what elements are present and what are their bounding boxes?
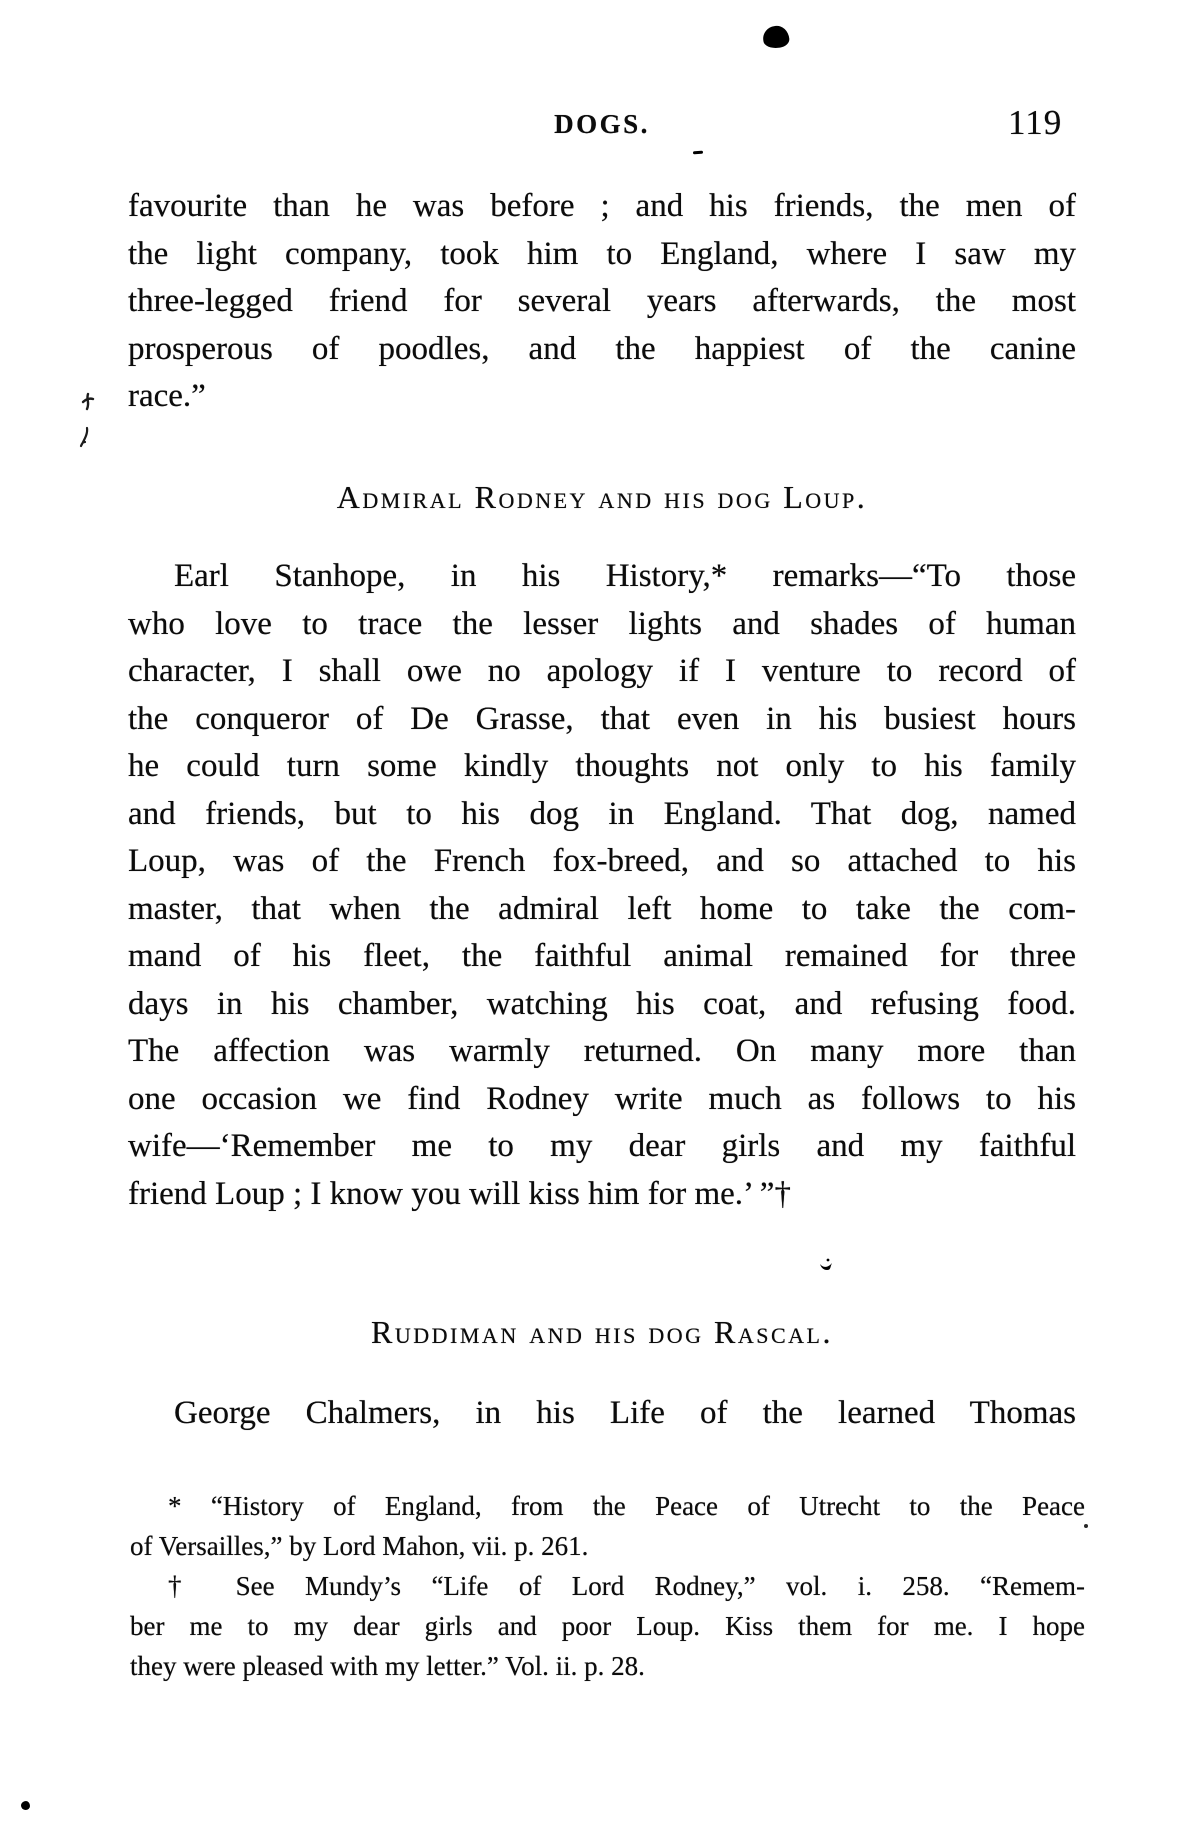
text-line: favourite than he was before ; and his friends, the men of [128, 188, 1076, 224]
section-heading-rodney: Admiral Rodney and his dog Loup. [336, 479, 868, 515]
text-line: and friends, but to his dog in England. That dog, named [128, 795, 1076, 832]
text-line: The affection was warmly returned. On many more than [128, 1033, 1076, 1069]
text-line: * “History of England, from the Peace of Utrecht to the Peace [168, 1491, 1085, 1521]
footnotes [130, 1486, 1085, 1686]
footnote-life-of-lord-rodney [130, 1566, 1085, 1686]
text-line: he could turn some kindly thoughts not only to his family [128, 748, 1076, 784]
pencil-margin-marks [74, 390, 104, 454]
text-line: who love to trace the lesser lights and shades of human [128, 605, 1076, 642]
section-heading-ruddiman: Ruddiman and his dog Rascal. [371, 1314, 833, 1350]
text-line: three-legged friend for several years afterwards, the most [128, 283, 1076, 319]
ink-speck-mark [818, 1256, 836, 1274]
text-line: mand of his fleet, the faithful animal remained for three [128, 938, 1076, 974]
text-line: of Versailles,” by Lord Mahon, vii. p. 261. [130, 1531, 589, 1561]
text-line: wife—‘Remember me to my dear girls and my faithful [128, 1128, 1076, 1164]
rodney-paragraph [128, 553, 1076, 1218]
intro-paragraph [128, 183, 1076, 421]
text-line: one occasion we find Rodney write much as follows to his [128, 1080, 1076, 1117]
text-line: they were pleased with my letter.” Vol. ii. p. 28. [130, 1651, 645, 1681]
ink-blob-mark [762, 24, 790, 49]
text-line: the light company, took him to England, where I saw my [128, 235, 1076, 272]
text-line: † See Mundy’s “Life of Lord Rodney,” vol. i. 258. “Remem- [168, 1571, 1085, 1601]
running-title: DOGS. [554, 109, 650, 139]
text-line: race.” [128, 378, 206, 414]
text-line: friend Loup ; I know you will kiss him for me.’ ”† [128, 1175, 791, 1212]
text-line: prosperous of poodles, and the happiest of the canine [128, 330, 1076, 367]
text-line: George Chalmers, in his Life of the learned Thomas [174, 1395, 1076, 1431]
page-number: 119 [1008, 103, 1063, 142]
ink-dot-bottom-left [21, 1801, 30, 1810]
text-line: master, that when the admiral left home to take the com- [128, 890, 1076, 927]
ink-dash-mark [693, 151, 703, 155]
footnote-history-of-england [130, 1486, 1085, 1566]
ink-dot-right-margin [1084, 1524, 1088, 1528]
text-line: character, I shall owe no apology if I venture to record of [128, 653, 1076, 689]
text-line: Loup, was of the French fox-breed, and so attached to his [128, 843, 1076, 879]
text-line: the conqueror of De Grasse, that even in his busiest hours [128, 700, 1076, 737]
text-line: ber me to my dear girls and poor Loup. Kiss them for me. I hope [130, 1611, 1085, 1641]
ruddiman-paragraph [128, 1390, 1076, 1438]
text-line: days in his chamber, watching his coat, and refusing food. [128, 985, 1076, 1022]
text-line: Earl Stanhope, in his History,* remarks—“To those [174, 558, 1076, 594]
